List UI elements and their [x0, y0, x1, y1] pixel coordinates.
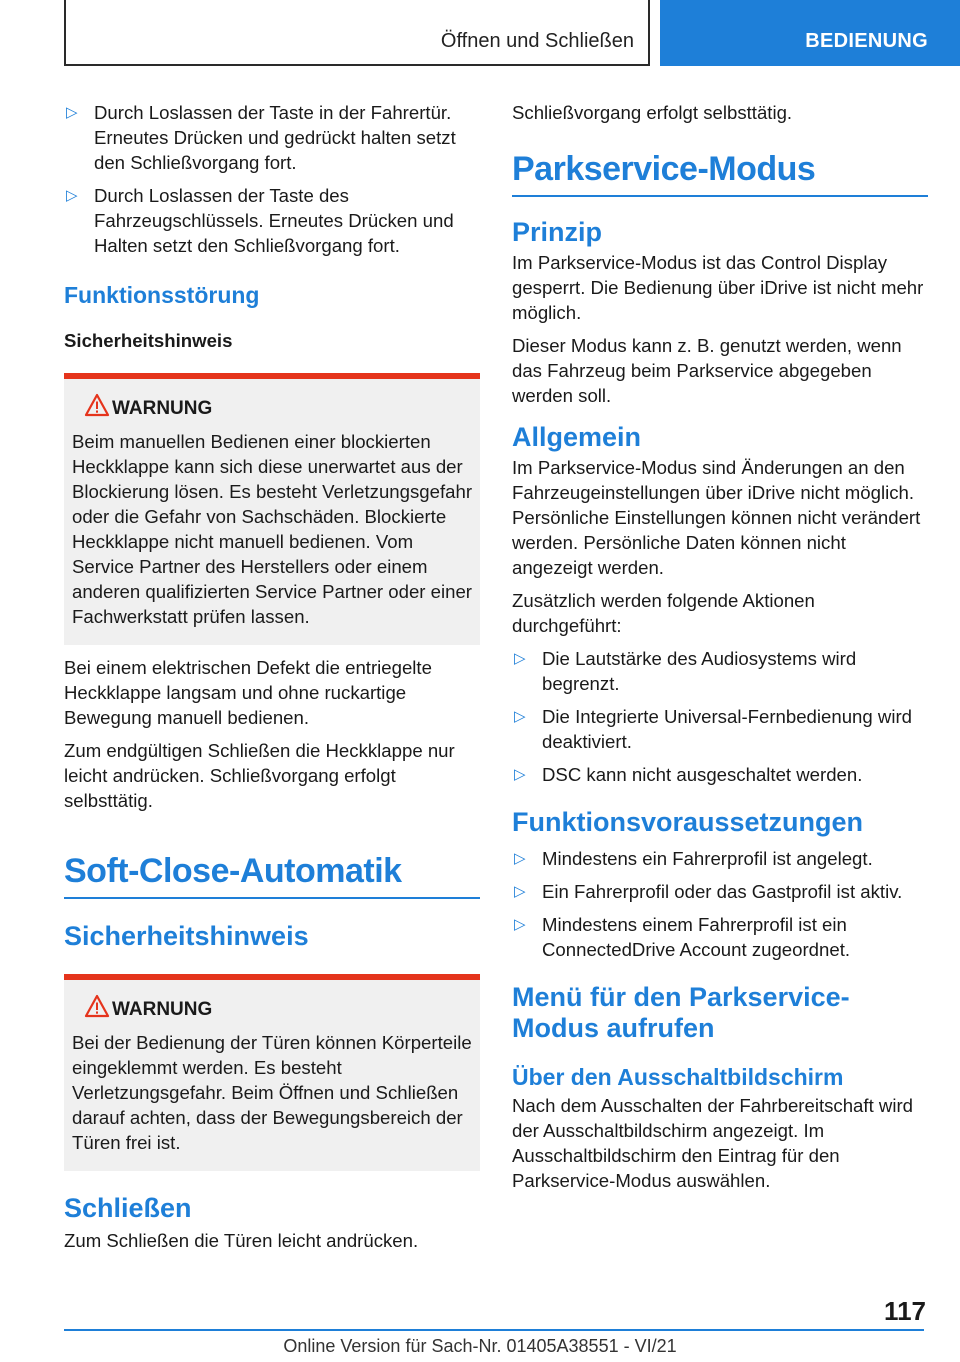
- paragraph: Bei einem elektrischen Defekt die entriegelte Heckklappe langsam und ohne ruckartige Bewegung manuell bedienen.: [64, 657, 432, 728]
- paragraph: Im Parkservice-Modus ist das Control Display gesperrt. Die Bedienung über iDrive ist nicht mehr möglich.: [512, 252, 924, 323]
- heading-ueber-ausschaltbildschirm: Über den Ausschaltbildschirm: [512, 1064, 844, 1090]
- left-column: [64, 100, 480, 1261]
- heading-prinzip: Prinzip: [512, 217, 603, 247]
- triangle-bullet-icon: ▷: [66, 187, 78, 204]
- warning-title: WARNUNG: [72, 397, 472, 421]
- heading-soft-close: Soft-Close-Automatik: [64, 851, 480, 899]
- heading-funktionsvoraussetzungen: Funktionsvoraussetzungen: [512, 807, 864, 837]
- list-item: ▷ Die Integrierte Universal-Fernbedienung wird deaktiviert.: [514, 706, 912, 752]
- list-item: ▷ Mindestens einem Fahrerprofil ist ein ConnectedDrive Account zugeordnet.: [514, 914, 851, 960]
- paragraph: Zusätzlich werden folgende Aktionen durchgeführt:: [512, 590, 815, 636]
- footer-divider: [64, 1329, 924, 1331]
- list-item: ▷ Die Lautstärke des Audiosystems wird begrenzt.: [514, 648, 857, 694]
- triangle-bullet-icon: ▷: [514, 650, 526, 667]
- warning-box: [64, 373, 480, 645]
- triangle-bullet-icon: ▷: [514, 850, 526, 867]
- triangle-bullet-icon: ▷: [514, 708, 526, 725]
- warning-title: WARNUNG: [72, 998, 472, 1022]
- heading-parkservice-modus: Parkservice-Modus: [512, 149, 928, 197]
- header-chapter-label: BEDIENUNG: [805, 30, 928, 52]
- header-section-title: Öffnen und Schließen: [440, 30, 634, 52]
- paragraph: Im Parkservice-Modus sind Änderungen an den Fahrzeugeinstellungen über iDrive nicht möglich. Persönliche Einstellungen können nicht verändert werden. Persönliche Daten können nicht angezeigt werden.: [512, 457, 921, 578]
- header-chapter-tab: [660, 0, 960, 66]
- paragraph: Schließvorgang erfolgt selbsttätig.: [512, 102, 793, 123]
- heading-menue-parkservice: Menü für den Parkservice-Modus aufrufen: [512, 982, 850, 1043]
- paragraph: Zum Schließen die Türen leicht andrücken.: [64, 1230, 419, 1251]
- triangle-bullet-icon: ▷: [514, 883, 526, 900]
- header-section-box: [64, 0, 650, 66]
- warning-text: Beim manuellen Bedienen einer blockierten Heckklappe kann sich diese unerwartet aus der Blockierung lösen. Es besteht Verletzungsgefahr oder die Gefahr von Sachschäden. Blockierte Heckklappe nicht manuell bedienen. Vom Service Partner des Herstellers oder einem anderen qualifizierten Service Partner oder einer Fachwerkstatt prüfen lassen.: [72, 431, 473, 627]
- paragraph: Nach dem Ausschalten der Fahrbereitschaft wird der Ausschaltbildschirm angezeigt. Im Ausschaltbildschirm den Eintrag für den Parkservice-Modus auswählen.: [512, 1095, 913, 1191]
- heading-funktionsstoerung: Funktionsstörung: [64, 282, 260, 308]
- heading-sicherheitshinweis: Sicherheitshinweis: [64, 921, 309, 951]
- paragraph: Zum endgültigen Schließen die Heckklappe nur leicht andrücken. Schließvorgang erfolgt selbsttätig.: [64, 740, 455, 811]
- paragraph: Dieser Modus kann z. B. genutzt werden, wenn das Fahrzeug beim Parkservice abgegeben werden soll.: [512, 335, 902, 406]
- warning-triangle-icon: [84, 994, 110, 1018]
- triangle-bullet-icon: ▷: [514, 766, 526, 783]
- footer-text: Online Version für Sach-Nr. 01405A38551 - VI/21: [283, 1336, 677, 1356]
- page-number: 117: [884, 1296, 926, 1326]
- list-item: ▷ Durch Loslassen der Taste des Fahrzeugschlüssels. Erneutes Drücken und Halten setzt den Schließvorgang fort.: [66, 185, 454, 256]
- list-item: ▷ Mindestens ein Fahrerprofil ist angelegt.: [514, 848, 873, 869]
- page-header: [0, 0, 960, 66]
- heading-sicherheitshinweis-small: Sicherheitshinweis: [64, 330, 233, 351]
- heading-schliessen: Schließen: [64, 1193, 192, 1223]
- triangle-bullet-icon: ▷: [66, 104, 78, 121]
- heading-allgemein: Allgemein: [512, 422, 642, 452]
- warning-text: Bei der Bedienung der Türen können Körperteile eingeklemmt werden. Es besteht Verletzungsgefahr. Beim Öffnen und Schließen darauf achten, dass der Bewegungsbereich der Türen frei ist.: [72, 1032, 472, 1153]
- right-column: [512, 100, 928, 1201]
- warning-box: [64, 974, 480, 1171]
- triangle-bullet-icon: ▷: [514, 916, 526, 933]
- list-item: ▷ Ein Fahrerprofil oder das Gastprofil ist aktiv.: [514, 881, 903, 902]
- warning-triangle-icon: [84, 393, 110, 417]
- list-item: ▷ DSC kann nicht ausgeschaltet werden.: [514, 764, 863, 785]
- list-item: ▷ Durch Loslassen der Taste in der Fahrertür. Erneutes Drücken und gedrückt halten setzt den Schließvorgang fort.: [66, 102, 456, 173]
